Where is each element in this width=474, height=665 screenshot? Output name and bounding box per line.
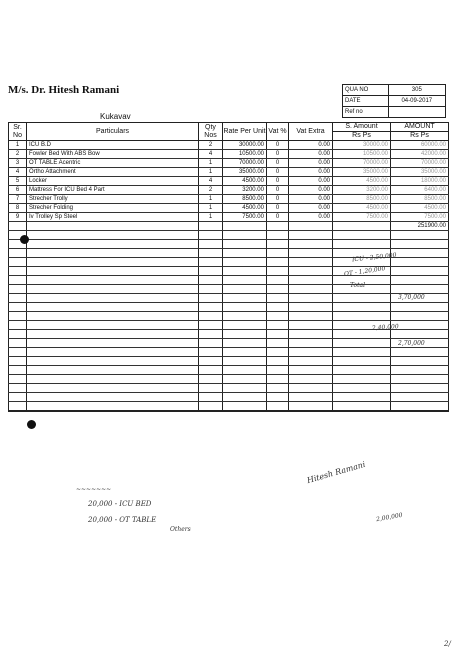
cell-s-amount: 7500.00 [333, 213, 391, 222]
empty-cell [27, 285, 199, 294]
empty-cell [27, 321, 199, 330]
cell-vat: 0 [267, 195, 289, 204]
empty-cell [333, 393, 391, 402]
handwritten-note3: Others [170, 526, 191, 533]
meta-value [388, 107, 445, 118]
empty-cell [391, 285, 449, 294]
empty-cell [199, 357, 223, 366]
cell-vat-extra: 0.00 [289, 159, 333, 168]
col-header-vat: Vat % [267, 123, 289, 141]
empty-cell [289, 330, 333, 339]
empty-cell [223, 375, 267, 384]
cell-particulars: Iv Trolley Sp Steel [27, 213, 199, 222]
table-row [9, 150, 449, 159]
col-header-rate: Rate Per Unit [223, 123, 267, 141]
cell-rate: 10500.00 [223, 150, 267, 159]
empty-cell [333, 222, 391, 231]
empty-cell [333, 312, 391, 321]
meta-row [343, 85, 446, 96]
empty-row [9, 240, 449, 249]
empty-cell [223, 366, 267, 375]
empty-cell [267, 348, 289, 357]
cell-vat: 0 [267, 186, 289, 195]
cell-particulars: ICU B.D [27, 141, 199, 150]
empty-cell [9, 330, 27, 339]
empty-cell [391, 384, 449, 393]
empty-cell [391, 402, 449, 412]
empty-cell [333, 303, 391, 312]
cell-vat-extra: 0.00 [289, 150, 333, 159]
handwritten-footer: 2/ [444, 640, 451, 648]
empty-cell [267, 375, 289, 384]
empty-cell [223, 402, 267, 412]
cell-sr: 2 [9, 150, 27, 159]
punch-hole-bottom [27, 420, 36, 429]
empty-cell [9, 402, 27, 412]
empty-cell [333, 348, 391, 357]
empty-cell [199, 231, 223, 240]
cell-vat: 0 [267, 168, 289, 177]
empty-cell [267, 393, 289, 402]
empty-cell [289, 348, 333, 357]
empty-cell [27, 357, 199, 366]
cell-qty: 2 [199, 141, 223, 150]
col-header-s-amount-sub: Rs Ps [333, 132, 391, 141]
empty-row [9, 366, 449, 375]
empty-cell [267, 222, 289, 231]
empty-cell [9, 258, 27, 267]
empty-cell [223, 393, 267, 402]
empty-cell [289, 249, 333, 258]
cell-sr: 6 [9, 186, 27, 195]
total-amount: 251900.00 [391, 222, 449, 231]
empty-cell [27, 276, 199, 285]
empty-cell [223, 294, 267, 303]
table-row [9, 159, 449, 168]
empty-cell [289, 375, 333, 384]
empty-cell [391, 330, 449, 339]
cell-vat: 0 [267, 204, 289, 213]
cell-s-amount: 35000.00 [333, 168, 391, 177]
empty-cell [267, 267, 289, 276]
total-row [9, 222, 449, 231]
col-header-amount: AMOUNT [391, 123, 449, 132]
cell-particulars: Mattress For ICU Bed 4 Part [27, 186, 199, 195]
cell-sr: 9 [9, 213, 27, 222]
empty-cell [199, 312, 223, 321]
cell-s-amount: 8500.00 [333, 195, 391, 204]
cell-sr: 8 [9, 204, 27, 213]
handwritten-note4: 2,00,000 [375, 511, 404, 524]
empty-cell [27, 267, 199, 276]
cell-vat-extra: 0.00 [289, 195, 333, 204]
cell-rate: 35000.00 [223, 168, 267, 177]
col-header-sr: Sr. No [9, 123, 27, 141]
empty-cell [267, 321, 289, 330]
empty-row [9, 303, 449, 312]
table-row [9, 141, 449, 150]
col-header-particulars: Particulars [27, 123, 199, 141]
empty-cell [289, 240, 333, 249]
cell-s-amount: 70000.00 [333, 159, 391, 168]
col-header-vat-extra: Vat Extra [289, 123, 333, 141]
cell-vat: 0 [267, 141, 289, 150]
recipient-location: Kukavav [100, 112, 131, 121]
empty-cell [289, 258, 333, 267]
cell-vat: 0 [267, 150, 289, 159]
empty-cell [289, 231, 333, 240]
meta-label: QUA NO [343, 85, 389, 96]
empty-cell [267, 303, 289, 312]
empty-cell [27, 330, 199, 339]
empty-cell [289, 384, 333, 393]
empty-cell [223, 222, 267, 231]
empty-cell [391, 231, 449, 240]
cell-particulars: Fowler Bed With ABS Bow [27, 150, 199, 159]
table-row [9, 168, 449, 177]
empty-cell [289, 312, 333, 321]
empty-cell [391, 276, 449, 285]
empty-cell [289, 276, 333, 285]
empty-cell [267, 276, 289, 285]
cell-qty: 1 [199, 213, 223, 222]
empty-row [9, 348, 449, 357]
empty-cell [333, 375, 391, 384]
cell-amount: 35000.00 [391, 168, 449, 177]
empty-cell [27, 258, 199, 267]
empty-row [9, 312, 449, 321]
empty-cell [199, 285, 223, 294]
cell-vat-extra: 0.00 [289, 204, 333, 213]
empty-cell [9, 222, 27, 231]
cell-amount: 42000.00 [391, 150, 449, 159]
empty-cell [9, 312, 27, 321]
empty-cell [199, 240, 223, 249]
empty-cell [267, 258, 289, 267]
handwritten-line3: Total [350, 282, 366, 289]
cell-rate: 3200.00 [223, 186, 267, 195]
empty-cell [27, 222, 199, 231]
cell-s-amount: 3200.00 [333, 186, 391, 195]
cell-s-amount: 4500.00 [333, 204, 391, 213]
empty-row [9, 402, 449, 412]
table-row [9, 213, 449, 222]
cell-qty: 1 [199, 168, 223, 177]
meta-value: 305 [388, 85, 445, 96]
cell-vat: 0 [267, 177, 289, 186]
empty-cell [27, 393, 199, 402]
empty-cell [267, 240, 289, 249]
empty-cell [223, 321, 267, 330]
empty-row [9, 339, 449, 348]
empty-cell [289, 393, 333, 402]
empty-cell [9, 303, 27, 312]
empty-cell [9, 285, 27, 294]
empty-cell [223, 258, 267, 267]
empty-cell [27, 303, 199, 312]
empty-cell [199, 294, 223, 303]
empty-cell [27, 312, 199, 321]
empty-row [9, 384, 449, 393]
cell-amount: 6400.00 [391, 186, 449, 195]
cell-vat: 0 [267, 213, 289, 222]
empty-cell [199, 339, 223, 348]
empty-cell [267, 339, 289, 348]
empty-cell [9, 276, 27, 285]
empty-cell [391, 312, 449, 321]
empty-cell [223, 312, 267, 321]
empty-cell [199, 321, 223, 330]
cell-qty: 2 [199, 186, 223, 195]
empty-cell [333, 384, 391, 393]
cell-qty: 4 [199, 150, 223, 159]
empty-cell [333, 357, 391, 366]
empty-row [9, 276, 449, 285]
col-header-amount-sub: Rs Ps [391, 132, 449, 141]
cell-amount: 8500.00 [391, 195, 449, 204]
cell-rate: 4500.00 [223, 177, 267, 186]
empty-cell [27, 231, 199, 240]
empty-cell [223, 285, 267, 294]
empty-cell [391, 393, 449, 402]
empty-cell [289, 402, 333, 412]
cell-vat-extra: 0.00 [289, 177, 333, 186]
col-header-s-amount: S. Amount [333, 123, 391, 132]
empty-cell [199, 303, 223, 312]
empty-cell [9, 348, 27, 357]
empty-cell [223, 330, 267, 339]
cell-s-amount: 10500.00 [333, 150, 391, 159]
empty-row [9, 375, 449, 384]
empty-cell [9, 339, 27, 348]
empty-cell [289, 357, 333, 366]
cell-particulars: OT TABLE Acentric [27, 159, 199, 168]
cell-rate: 8500.00 [223, 195, 267, 204]
cell-amount: 18000.00 [391, 177, 449, 186]
empty-cell [223, 348, 267, 357]
handwritten-line1: ICU - 2,50,000 [351, 251, 397, 264]
cell-rate: 4500.00 [223, 204, 267, 213]
empty-cell [223, 249, 267, 258]
cell-particulars: Strecher Folding [27, 204, 199, 213]
meta-row [343, 96, 446, 107]
cell-s-amount: 4500.00 [333, 177, 391, 186]
empty-cell [289, 267, 333, 276]
handwritten-note1: 20,000 - ICU BED [88, 500, 152, 508]
cell-rate: 30000.00 [223, 141, 267, 150]
handwritten-signature: Hitesh Ramani [305, 459, 367, 486]
empty-cell [223, 276, 267, 285]
cell-sr: 1 [9, 141, 27, 150]
empty-cell [267, 330, 289, 339]
empty-cell [267, 366, 289, 375]
empty-cell [9, 294, 27, 303]
cell-amount: 7500.00 [391, 213, 449, 222]
cell-qty: 4 [199, 177, 223, 186]
handwritten-line2: OT - 1,20,000 [343, 265, 386, 278]
cell-s-amount: 30000.00 [333, 141, 391, 150]
empty-cell [391, 366, 449, 375]
empty-cell [267, 294, 289, 303]
empty-cell [199, 267, 223, 276]
cell-sr: 7 [9, 195, 27, 204]
empty-cell [289, 285, 333, 294]
empty-cell [223, 339, 267, 348]
empty-cell [27, 366, 199, 375]
cell-rate: 7500.00 [223, 213, 267, 222]
cell-particulars: Ortho Attachment [27, 168, 199, 177]
cell-qty: 1 [199, 195, 223, 204]
empty-cell [267, 285, 289, 294]
empty-cell [199, 366, 223, 375]
empty-cell [391, 321, 449, 330]
col-header-qty: Qty Nos [199, 123, 223, 141]
meta-row [343, 107, 446, 118]
empty-cell [391, 258, 449, 267]
empty-cell [199, 384, 223, 393]
empty-cell [27, 240, 199, 249]
quotation-meta-table [342, 84, 446, 118]
empty-cell [289, 339, 333, 348]
empty-cell [199, 249, 223, 258]
cell-sr: 4 [9, 168, 27, 177]
empty-cell [267, 231, 289, 240]
empty-cell [9, 249, 27, 258]
empty-cell [333, 294, 391, 303]
empty-cell [199, 258, 223, 267]
meta-label: Ref no [343, 107, 389, 118]
empty-cell [267, 402, 289, 412]
cell-vat-extra: 0.00 [289, 141, 333, 150]
empty-cell [9, 267, 27, 276]
empty-cell [199, 222, 223, 231]
empty-cell [199, 276, 223, 285]
empty-cell [9, 384, 27, 393]
empty-cell [9, 393, 27, 402]
empty-cell [333, 339, 391, 348]
empty-cell [27, 294, 199, 303]
cell-qty: 1 [199, 159, 223, 168]
cell-particulars: Locker [27, 177, 199, 186]
empty-cell [27, 249, 199, 258]
empty-cell [267, 312, 289, 321]
empty-cell [199, 348, 223, 357]
empty-cell [199, 330, 223, 339]
empty-cell [391, 249, 449, 258]
empty-cell [267, 384, 289, 393]
empty-cell [223, 303, 267, 312]
cell-rate: 70000.00 [223, 159, 267, 168]
empty-cell [9, 321, 27, 330]
handwritten-line4: 3,70,000 [398, 294, 425, 301]
empty-cell [9, 375, 27, 384]
empty-cell [333, 402, 391, 412]
empty-cell [199, 375, 223, 384]
empty-cell [27, 375, 199, 384]
empty-cell [27, 402, 199, 412]
cell-qty: 1 [199, 204, 223, 213]
table-row [9, 204, 449, 213]
cell-amount: 70000.00 [391, 159, 449, 168]
handwritten-note2: 20,000 - OT TABLE [88, 516, 157, 524]
empty-cell [391, 303, 449, 312]
handwritten-note6: 2,70,000 [398, 340, 425, 347]
empty-cell [333, 231, 391, 240]
empty-cell [9, 366, 27, 375]
punch-hole-top [20, 235, 29, 244]
table-row [9, 177, 449, 186]
empty-cell [289, 294, 333, 303]
empty-cell [223, 267, 267, 276]
recipient-name-text: M/s. Dr. Hitesh Ramani [8, 84, 120, 96]
empty-cell [391, 348, 449, 357]
empty-cell [267, 357, 289, 366]
empty-cell [199, 402, 223, 412]
empty-cell [223, 357, 267, 366]
cell-amount: 4500.00 [391, 204, 449, 213]
empty-row [9, 231, 449, 240]
empty-cell [333, 240, 391, 249]
handwritten-scribble: ~~~~~~~ [76, 486, 112, 493]
empty-cell [391, 267, 449, 276]
cell-amount: 60000.00 [391, 141, 449, 150]
empty-cell [223, 240, 267, 249]
cell-sr: 5 [9, 177, 27, 186]
meta-value: 04-09-2017 [388, 96, 445, 107]
table-row [9, 195, 449, 204]
empty-cell [9, 357, 27, 366]
handwritten-note5: 2,40,000 [371, 323, 399, 332]
empty-cell [289, 366, 333, 375]
cell-vat-extra: 0.00 [289, 213, 333, 222]
cell-sr: 3 [9, 159, 27, 168]
empty-cell [391, 240, 449, 249]
cell-vat: 0 [267, 159, 289, 168]
empty-cell [27, 339, 199, 348]
empty-cell [391, 375, 449, 384]
recipient-name [8, 84, 119, 96]
empty-row [9, 285, 449, 294]
empty-row [9, 393, 449, 402]
empty-cell [199, 393, 223, 402]
meta-label: DATE [343, 96, 389, 107]
empty-cell [289, 222, 333, 231]
empty-cell [267, 249, 289, 258]
empty-cell [27, 348, 199, 357]
cell-vat-extra: 0.00 [289, 186, 333, 195]
empty-row [9, 357, 449, 366]
empty-cell [27, 384, 199, 393]
empty-cell [333, 366, 391, 375]
empty-cell [289, 321, 333, 330]
table-row [9, 186, 449, 195]
empty-cell [391, 357, 449, 366]
empty-cell [223, 384, 267, 393]
empty-row [9, 294, 449, 303]
empty-cell [289, 303, 333, 312]
cell-vat-extra: 0.00 [289, 168, 333, 177]
cell-particulars: Strecher Trolly [27, 195, 199, 204]
empty-cell [223, 231, 267, 240]
